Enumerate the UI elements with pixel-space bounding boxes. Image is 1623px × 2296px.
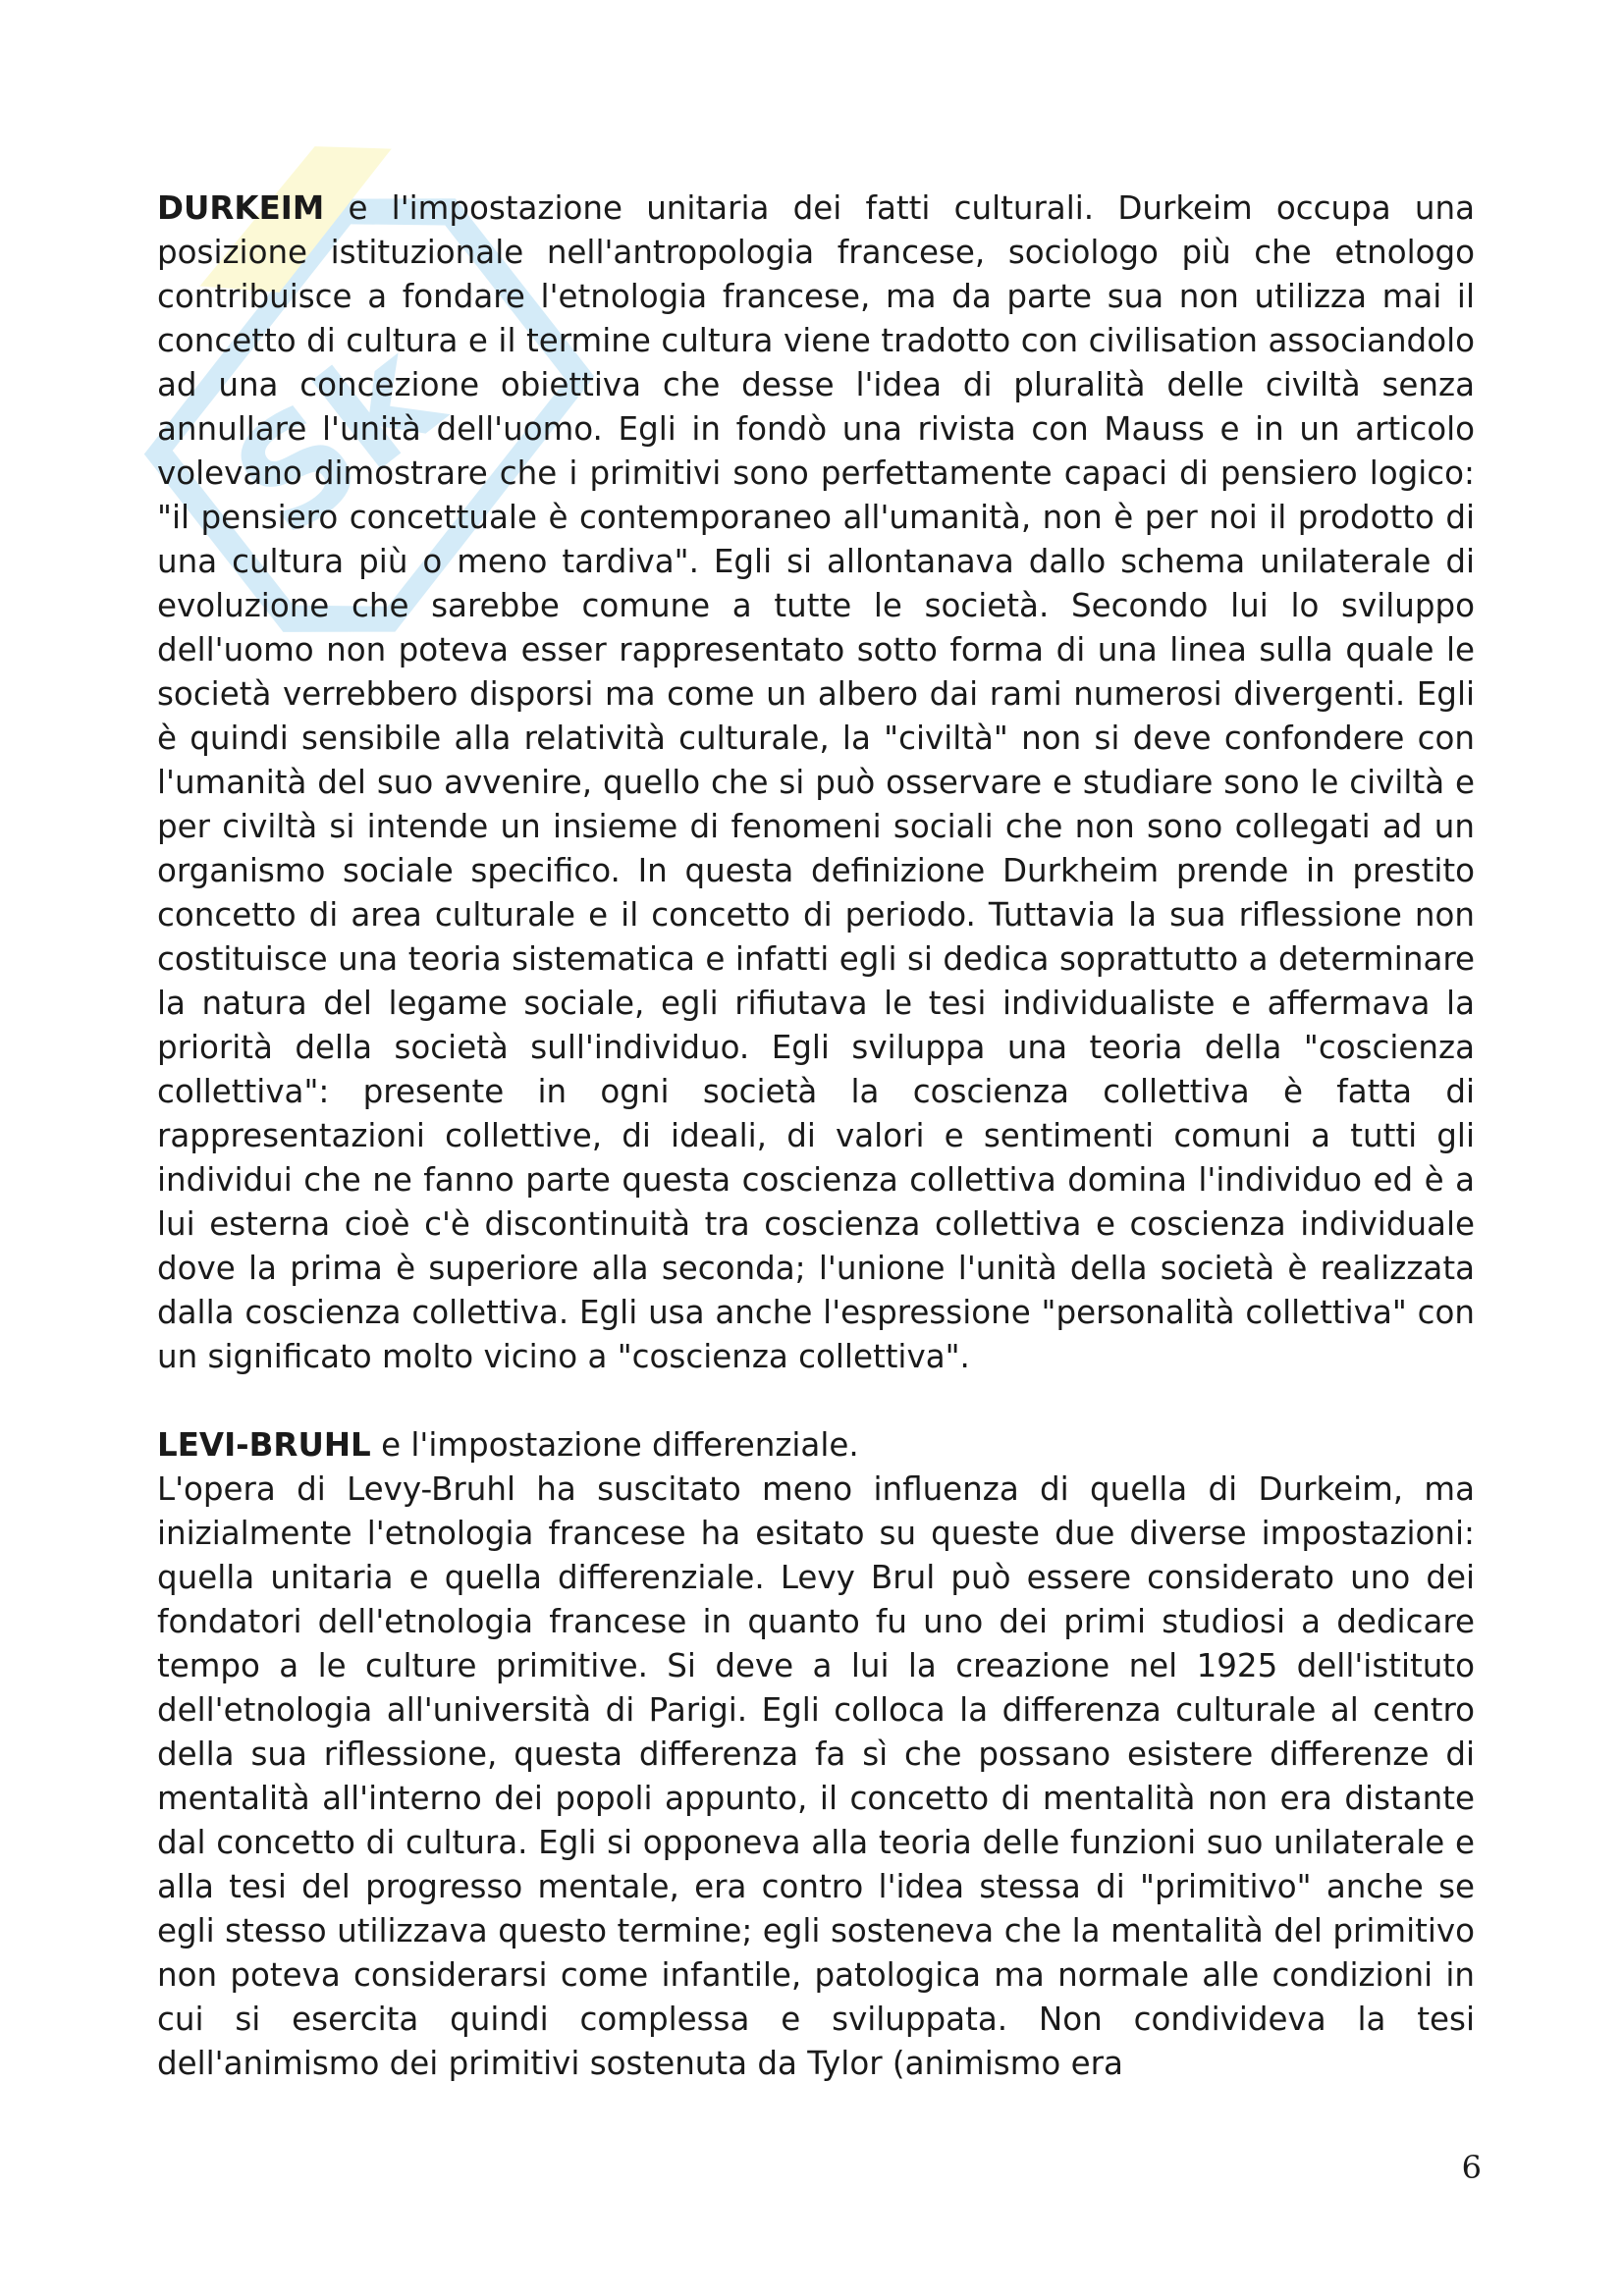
levi-bruhl-heading-rest: e l'impostazione differenziale. bbox=[370, 1426, 859, 1464]
svg-text:Sk: Sk bbox=[203, 309, 470, 570]
levi-bruhl-heading-line bbox=[157, 1423, 1475, 1468]
paragraph-spacer bbox=[157, 1379, 1475, 1423]
levi-bruhl-heading: LEVI-BRUHL bbox=[157, 1426, 371, 1464]
levi-bruhl-paragraph: L'opera di Levy-Bruhl ha suscitato meno influenza di quella di Durkeim, ma inizialmente l'etnologia francese ha esitato su queste due diverse impostazioni: quella unitaria e quella differenziale. Levy Brul può essere considerato uno dei fondatori dell'etnologia francese in quanto fu uno dei primi studiosi a dedicare tempo a le culture primitive. Si deve a lui la creazione nel 1925 dell'istituto dell'etnologia all'università di Parigi. Egli colloca la differenza culturale al centro della sua riflessione, questa differenza fa sì che possano esistere differenze di mentalità all'interno dei popoli appunto, il concetto di mentalità non era distante dal concetto di cultura. Egli si opponeva alla teoria delle funzioni suo unilaterale e alla tesi del progresso mentale, era contro l'idea stessa di "primitivo" anche se egli stesso utilizzava questo termine; egli sosteneva che la mentalità del primitivo non poteva considerarsi come infantile, patologica ma normale alle condizioni in cui si esercita quindi complessa e sviluppata. Non condivideva la tesi dell'animismo dei primitivi sostenuta da Tylor (animismo era bbox=[157, 1470, 1475, 2082]
page-number: 6 bbox=[1461, 2149, 1482, 2186]
durkeim-heading: DURKEIM bbox=[157, 189, 325, 227]
durkeim-paragraph bbox=[157, 187, 1475, 1379]
durkeim-text: e l'impostazione unitaria dei fatti culturali. Durkeim occupa una posizione istituzionale nell'antropologia francese, sociologo più che etnologo contribuisce a fondare l'etnologia francese, ma da parte sua non utilizza mai il concetto di cultura e il termine cultura viene tradotto con civilisation associandolo ad una concezione obiettiva che desse l'idea di pluralità delle civiltà senza annullare l'unità dell'uomo. Egli in fondò una rivista con Mauss e in un articolo volevano dimostrare che i primitivi sono perfettamente capaci di pensiero logico: "il pensiero concettuale è contemporaneo all'umanità, non è per noi il prodotto di una cultura più o meno tardiva". Egli si allontanava dallo schema unilaterale di evoluzione che sarebbe comune a tutte le società. Secondo lui lo sviluppo dell'uomo non poteva esser rappresentato sotto forma di una linea sulla quale le società verrebbero disporsi ma come un albero dai rami numerosi divergenti. Egli è quindi sensibile alla relatività culturale, la "civiltà" non si deve confondere con l'umanità del suo avvenire, quello che si può osservare e studiare sono le civiltà e per civiltà si intende un insieme di fenomeni sociali che non sono collegati ad un organismo sociale specifico. In questa definizione Durkheim prende in prestito concetto di area culturale e il concetto di periodo. Tuttavia la sua riflessione non costituisce una teoria sistematica e infatti egli si dedica soprattutto a determinare la natura del legame sociale, egli rifiutava le tesi individualiste e affermava la priorità della società sull'individuo. Egli sviluppa una teoria della "coscienza collettiva": presente in ogni società la coscienza collettiva è fatta di rappresentazioni collettive, di ideali, di valori e sentimenti comuni a tutti gli individui che ne fanno parte questa coscienza collettiva domina l'individuo ed è a lui esterna cioè c'è discontinuità tra coscienza collettiva e coscienza individuale dove la prima è superiore alla seconda; l'unione l'unità della società è realizzata dalla coscienza collettiva. Egli usa anche l'espressione "personalità collettiva" con un significato molto vicino a "coscienza collettiva". bbox=[157, 189, 1475, 1375]
document-body bbox=[157, 187, 1475, 2086]
